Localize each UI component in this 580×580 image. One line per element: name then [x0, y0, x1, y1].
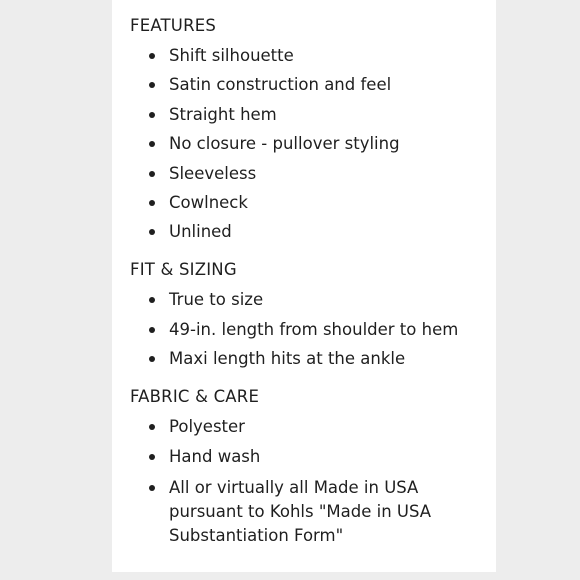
bullet-dot-icon — [149, 356, 155, 362]
list-item-text: 49-in. length from shoulder to hem — [169, 319, 459, 339]
fit-sizing-section — [130, 260, 496, 369]
list-item-text: Maxi length hits at the ankle — [169, 349, 406, 369]
product-details-card — [112, 0, 496, 572]
list-item-text: All or virtually all Made in USA pursuant to Kohls "Made in USA Substantiation Form" — [169, 477, 432, 545]
list-item-text: Polyester — [169, 417, 245, 437]
features-heading: FEATURES — [130, 16, 217, 35]
list-item — [130, 164, 496, 184]
bullet-dot-icon — [149, 454, 155, 460]
list-item — [130, 417, 496, 437]
bullet-dot-icon — [149, 82, 155, 88]
list-item-text: Straight hem — [169, 104, 277, 124]
list-item — [130, 447, 496, 467]
list-item — [130, 290, 496, 310]
list-item — [130, 46, 496, 66]
bullet-dot-icon — [149, 485, 155, 491]
bullet-dot-icon — [149, 200, 155, 206]
list-item-text: Satin construction and feel — [169, 75, 392, 95]
fabric-care-list — [130, 417, 496, 548]
list-item — [130, 222, 496, 242]
bullet-dot-icon — [149, 112, 155, 118]
list-item-text: Shift silhouette — [169, 46, 294, 65]
features-list — [130, 46, 496, 242]
fabric-care-section — [130, 387, 496, 548]
bullet-dot-icon — [149, 229, 155, 235]
list-item — [130, 75, 496, 95]
bullet-dot-icon — [149, 141, 155, 147]
list-item-text: Unlined — [169, 222, 232, 242]
list-item — [130, 476, 496, 548]
list-item-text: Hand wash — [169, 446, 261, 466]
list-item — [130, 193, 496, 213]
fabric-care-heading: FABRIC & CARE — [130, 387, 260, 407]
bullet-dot-icon — [149, 327, 155, 333]
bullet-dot-icon — [149, 424, 155, 430]
list-item-text: True to size — [169, 290, 264, 310]
bullet-dot-icon — [149, 53, 155, 59]
fit-sizing-heading: FIT & SIZING — [130, 260, 237, 280]
bullet-dot-icon — [149, 297, 155, 303]
list-item-text: Sleeveless — [169, 163, 257, 183]
bullet-dot-icon — [149, 171, 155, 177]
list-item — [130, 134, 496, 154]
features-section — [130, 16, 496, 242]
list-item-text: No closure - pullover styling — [169, 134, 400, 154]
list-item — [130, 320, 496, 340]
fit-sizing-list — [130, 290, 496, 369]
list-item-text: Cowlneck — [169, 192, 248, 212]
list-item — [130, 105, 496, 125]
list-item — [130, 349, 496, 369]
